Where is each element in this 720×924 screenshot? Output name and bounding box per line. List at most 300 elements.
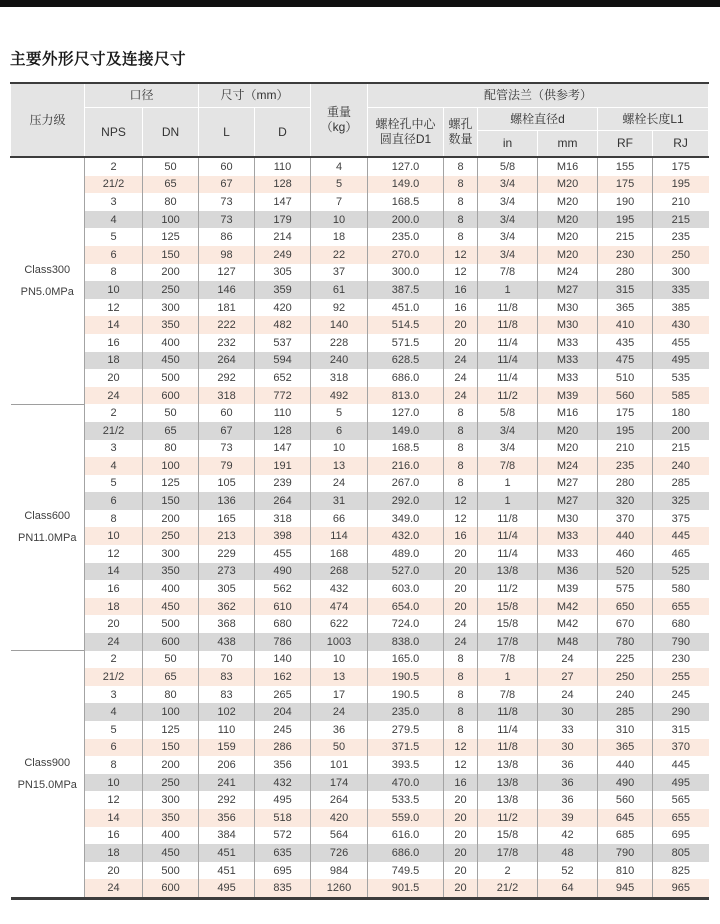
table-cell: 125 bbox=[143, 228, 199, 246]
table-cell: 8 bbox=[444, 703, 478, 721]
table-cell: M36 bbox=[538, 563, 598, 581]
table-cell: 13/8 bbox=[478, 774, 538, 792]
table-cell: 175 bbox=[653, 157, 709, 176]
table-cell: 50 bbox=[143, 157, 199, 176]
table-cell: 11/8 bbox=[478, 316, 538, 334]
table-cell: 965 bbox=[653, 879, 709, 898]
table-cell: 474 bbox=[311, 598, 368, 616]
table-cell: 245 bbox=[255, 721, 311, 739]
table-row bbox=[11, 879, 709, 898]
table-cell: 24 bbox=[85, 387, 143, 405]
table-cell: 8 bbox=[444, 157, 478, 176]
table-cell: 12 bbox=[85, 299, 143, 317]
table-cell: 210 bbox=[598, 440, 653, 458]
table-cell: 310 bbox=[598, 721, 653, 739]
table-cell: 475 bbox=[598, 352, 653, 370]
table-cell: 8 bbox=[444, 228, 478, 246]
table-row bbox=[11, 352, 709, 370]
table-cell: 179 bbox=[255, 211, 311, 229]
table-cell: 315 bbox=[598, 281, 653, 299]
table-cell: 8 bbox=[444, 457, 478, 475]
table-cell: 300.0 bbox=[368, 264, 444, 282]
table-cell: 440 bbox=[598, 527, 653, 545]
header-bolt-circle-line2: 圆直径D1 bbox=[379, 132, 432, 146]
table-cell: 60 bbox=[199, 157, 255, 176]
table-cell: 11/4 bbox=[478, 334, 538, 352]
table-cell: 8 bbox=[85, 756, 143, 774]
table-cell: 5 bbox=[85, 475, 143, 493]
table-cell: 984 bbox=[311, 862, 368, 880]
table-cell: M33 bbox=[538, 352, 598, 370]
table-cell: 195 bbox=[598, 422, 653, 440]
table-cell: 435 bbox=[598, 334, 653, 352]
table-cell: 12 bbox=[444, 246, 478, 264]
table-cell: 6 bbox=[85, 492, 143, 510]
table-cell: 12 bbox=[85, 791, 143, 809]
table-cell: 514.5 bbox=[368, 316, 444, 334]
table-cell: 147 bbox=[255, 193, 311, 211]
table-cell: 3/4 bbox=[478, 246, 538, 264]
table-cell: 21/2 bbox=[85, 668, 143, 686]
table-cell: 8 bbox=[444, 721, 478, 739]
table-cell: 2 bbox=[85, 404, 143, 422]
table-cell: 489.0 bbox=[368, 545, 444, 563]
table-cell: 39 bbox=[538, 809, 598, 827]
table-cell: 438 bbox=[199, 633, 255, 651]
table-cell: 292 bbox=[199, 791, 255, 809]
table-row bbox=[11, 633, 709, 651]
table-cell: 12 bbox=[444, 739, 478, 757]
table-cell: 790 bbox=[653, 633, 709, 651]
table-cell: 36 bbox=[538, 774, 598, 792]
page-title: 主要外形尺寸及连接尺寸 bbox=[10, 51, 187, 68]
table-cell: 3/4 bbox=[478, 422, 538, 440]
table-cell: 190 bbox=[598, 193, 653, 211]
table-cell: 315 bbox=[653, 721, 709, 739]
table-cell: 20 bbox=[444, 791, 478, 809]
table-cell: 229 bbox=[199, 545, 255, 563]
table-cell: 36 bbox=[538, 756, 598, 774]
table-cell: 398 bbox=[255, 527, 311, 545]
table-cell: 215 bbox=[653, 211, 709, 229]
table-cell: 805 bbox=[653, 844, 709, 862]
table-cell: 20 bbox=[444, 334, 478, 352]
table-cell: 264 bbox=[311, 791, 368, 809]
table-cell: 8 bbox=[444, 211, 478, 229]
table-cell: 140 bbox=[255, 651, 311, 669]
table-cell: 24 bbox=[444, 369, 478, 387]
table-cell: 20 bbox=[444, 879, 478, 898]
table-cell: M30 bbox=[538, 316, 598, 334]
header-d: D bbox=[255, 108, 311, 158]
table-cell: 100 bbox=[143, 457, 199, 475]
table-cell: 200 bbox=[653, 422, 709, 440]
table-cell: 616.0 bbox=[368, 827, 444, 845]
table-cell: 350 bbox=[143, 316, 199, 334]
table-cell: 400 bbox=[143, 580, 199, 598]
table-cell: 73 bbox=[199, 440, 255, 458]
table-cell: 24 bbox=[85, 879, 143, 898]
table-cell: 264 bbox=[255, 492, 311, 510]
table-cell: 80 bbox=[143, 440, 199, 458]
table-row bbox=[11, 862, 709, 880]
table-cell: 628.5 bbox=[368, 352, 444, 370]
table-cell: 8 bbox=[85, 510, 143, 528]
table-cell: 300 bbox=[653, 264, 709, 282]
table-cell: 98 bbox=[199, 246, 255, 264]
table-cell: 492 bbox=[311, 387, 368, 405]
table-cell: M39 bbox=[538, 580, 598, 598]
table-cell: 482 bbox=[255, 316, 311, 334]
table-cell: 350 bbox=[143, 809, 199, 827]
table-cell: 465 bbox=[653, 545, 709, 563]
table-cell: 30 bbox=[538, 739, 598, 757]
table-cell: 11/4 bbox=[478, 527, 538, 545]
table-cell: 18 bbox=[311, 228, 368, 246]
table-cell: 180 bbox=[653, 404, 709, 422]
table-cell: 8 bbox=[85, 264, 143, 282]
table-cell: 12 bbox=[444, 264, 478, 282]
table-header bbox=[11, 83, 709, 157]
table-cell: 7 bbox=[311, 193, 368, 211]
table-cell: 455 bbox=[653, 334, 709, 352]
table-cell: 318 bbox=[311, 369, 368, 387]
table-cell: 12 bbox=[444, 756, 478, 774]
table-body bbox=[11, 157, 709, 898]
table-row bbox=[11, 739, 709, 757]
pressure-class-name: Class300 bbox=[24, 263, 71, 276]
pressure-class-rating: PN5.0MPa bbox=[20, 285, 74, 298]
table-row bbox=[11, 809, 709, 827]
table-cell: 162 bbox=[255, 668, 311, 686]
pressure-class-cell bbox=[11, 651, 85, 899]
table-cell: M20 bbox=[538, 193, 598, 211]
header-rj: RJ bbox=[653, 131, 709, 158]
table-cell: 420 bbox=[255, 299, 311, 317]
table-cell: 20 bbox=[444, 809, 478, 827]
table-cell: 279.5 bbox=[368, 721, 444, 739]
table-cell: 8 bbox=[444, 668, 478, 686]
table-cell: 16 bbox=[444, 527, 478, 545]
table-cell: 5/8 bbox=[478, 404, 538, 422]
table-cell: 235.0 bbox=[368, 228, 444, 246]
table-cell: M42 bbox=[538, 598, 598, 616]
table-row bbox=[11, 316, 709, 334]
table-cell: M33 bbox=[538, 334, 598, 352]
table-cell: 384 bbox=[199, 827, 255, 845]
header-bolt-holes-line1: 螺孔 bbox=[448, 117, 473, 131]
table-cell: 83 bbox=[199, 668, 255, 686]
table-cell: 650 bbox=[598, 598, 653, 616]
table-cell: 7/8 bbox=[478, 264, 538, 282]
table-cell: 230 bbox=[598, 246, 653, 264]
table-cell: 18 bbox=[85, 844, 143, 862]
table-row bbox=[11, 492, 709, 510]
table-cell: M27 bbox=[538, 492, 598, 510]
table-cell: 24 bbox=[444, 352, 478, 370]
table-cell: 20 bbox=[444, 862, 478, 880]
table-cell: 20 bbox=[444, 844, 478, 862]
table-cell: 8 bbox=[444, 176, 478, 194]
table-cell: 387.5 bbox=[368, 281, 444, 299]
table-cell: 564 bbox=[311, 827, 368, 845]
table-cell: 451.0 bbox=[368, 299, 444, 317]
table-cell: 100 bbox=[143, 211, 199, 229]
table-cell: 695 bbox=[653, 827, 709, 845]
table-cell: 73 bbox=[199, 211, 255, 229]
table-cell: 349.0 bbox=[368, 510, 444, 528]
table-cell: M16 bbox=[538, 157, 598, 176]
table-cell: 520 bbox=[598, 563, 653, 581]
table-cell: 200.0 bbox=[368, 211, 444, 229]
table-cell: 67 bbox=[199, 176, 255, 194]
table-cell: 749.5 bbox=[368, 862, 444, 880]
table-cell: 240 bbox=[653, 457, 709, 475]
table-cell: 18 bbox=[85, 352, 143, 370]
table-cell: 1 bbox=[478, 668, 538, 686]
table-row bbox=[11, 827, 709, 845]
table-cell: 945 bbox=[598, 879, 653, 898]
table-cell: 11/4 bbox=[478, 352, 538, 370]
table-cell: 575 bbox=[598, 580, 653, 598]
table-cell: 5/8 bbox=[478, 157, 538, 176]
header-in: in bbox=[478, 131, 538, 158]
table-cell: 10 bbox=[85, 281, 143, 299]
table-cell: 680 bbox=[653, 615, 709, 633]
table-cell: 559.0 bbox=[368, 809, 444, 827]
table-cell: 239 bbox=[255, 475, 311, 493]
table-cell: 635 bbox=[255, 844, 311, 862]
table-cell: 15/8 bbox=[478, 615, 538, 633]
table-cell: 16 bbox=[85, 580, 143, 598]
table-cell: 495 bbox=[255, 791, 311, 809]
table-cell: 50 bbox=[311, 739, 368, 757]
pressure-class-name: Class900 bbox=[24, 757, 71, 770]
table-cell: 14 bbox=[85, 316, 143, 334]
table-cell: M20 bbox=[538, 176, 598, 194]
table-cell: 533.5 bbox=[368, 791, 444, 809]
table-row bbox=[11, 457, 709, 475]
table-cell: 318 bbox=[255, 510, 311, 528]
table-cell: 600 bbox=[143, 387, 199, 405]
table-cell: 240 bbox=[598, 686, 653, 704]
table-cell: 20 bbox=[444, 316, 478, 334]
table-cell: 580 bbox=[653, 580, 709, 598]
table-cell: 267.0 bbox=[368, 475, 444, 493]
table-cell: 3/4 bbox=[478, 440, 538, 458]
table-cell: 13/8 bbox=[478, 791, 538, 809]
table-cell: 79 bbox=[199, 457, 255, 475]
table-cell: 110 bbox=[199, 721, 255, 739]
table-cell: 500 bbox=[143, 862, 199, 880]
table-cell: 61 bbox=[311, 281, 368, 299]
table-cell: 726 bbox=[311, 844, 368, 862]
table-cell: 305 bbox=[255, 264, 311, 282]
table-cell: 320 bbox=[598, 492, 653, 510]
table-cell: 445 bbox=[653, 527, 709, 545]
table-row bbox=[11, 686, 709, 704]
table-cell: 66 bbox=[311, 510, 368, 528]
table-cell: 273 bbox=[199, 563, 255, 581]
table-cell: 150 bbox=[143, 492, 199, 510]
table-row bbox=[11, 228, 709, 246]
table-row bbox=[11, 440, 709, 458]
table-cell: 168.5 bbox=[368, 193, 444, 211]
table-cell: 8 bbox=[444, 440, 478, 458]
table-cell: 200 bbox=[143, 756, 199, 774]
table-cell: 652 bbox=[255, 369, 311, 387]
table-cell: 52 bbox=[538, 862, 598, 880]
table-cell: 195 bbox=[653, 176, 709, 194]
table-cell: 235.0 bbox=[368, 703, 444, 721]
header-weight-line2: （kg） bbox=[320, 120, 358, 134]
table-cell: 356 bbox=[199, 809, 255, 827]
table-cell: 4 bbox=[85, 457, 143, 475]
table-cell: 191 bbox=[255, 457, 311, 475]
table-cell: 11/8 bbox=[478, 703, 538, 721]
table-cell: 175 bbox=[598, 176, 653, 194]
table-cell: 102 bbox=[199, 703, 255, 721]
table-cell: 16 bbox=[444, 281, 478, 299]
table-cell: 16 bbox=[85, 827, 143, 845]
table-cell: 4 bbox=[85, 703, 143, 721]
table-cell: 8 bbox=[444, 404, 478, 422]
table-cell: 11/8 bbox=[478, 739, 538, 757]
header-row-1 bbox=[11, 83, 709, 108]
table-cell: 318 bbox=[199, 387, 255, 405]
table-cell: M24 bbox=[538, 264, 598, 282]
table-cell: 110 bbox=[255, 404, 311, 422]
table-cell: 114 bbox=[311, 527, 368, 545]
table-cell: 280 bbox=[598, 264, 653, 282]
table-cell: 64 bbox=[538, 879, 598, 898]
table-row bbox=[11, 264, 709, 282]
table-cell: 292 bbox=[199, 369, 255, 387]
table-cell: 495 bbox=[199, 879, 255, 898]
table-cell: 21/2 bbox=[85, 176, 143, 194]
table-cell: 24 bbox=[538, 686, 598, 704]
table-cell: M20 bbox=[538, 422, 598, 440]
table-cell: 27 bbox=[538, 668, 598, 686]
table-cell: 585 bbox=[653, 387, 709, 405]
table-cell: 695 bbox=[255, 862, 311, 880]
table-cell: 215 bbox=[653, 440, 709, 458]
table-cell: 786 bbox=[255, 633, 311, 651]
table-cell: 21/2 bbox=[85, 422, 143, 440]
table-cell: 250 bbox=[143, 774, 199, 792]
table-row bbox=[11, 422, 709, 440]
table-cell: 204 bbox=[255, 703, 311, 721]
table-cell: 7/8 bbox=[478, 686, 538, 704]
table-cell: 10 bbox=[311, 211, 368, 229]
table-cell: 150 bbox=[143, 739, 199, 757]
header-mm: mm bbox=[538, 131, 598, 158]
table-cell: 24 bbox=[85, 633, 143, 651]
table-cell: 356 bbox=[255, 756, 311, 774]
table-cell: 560 bbox=[598, 791, 653, 809]
table-cell: 18 bbox=[85, 598, 143, 616]
table-cell: 235 bbox=[653, 228, 709, 246]
table-row bbox=[11, 157, 709, 176]
table-cell: 365 bbox=[598, 299, 653, 317]
table-cell: 16 bbox=[444, 774, 478, 792]
table-cell: 140 bbox=[311, 316, 368, 334]
table-cell: 195 bbox=[598, 211, 653, 229]
table-cell: 495 bbox=[653, 774, 709, 792]
table-cell: 724.0 bbox=[368, 615, 444, 633]
table-row bbox=[11, 598, 709, 616]
table-row bbox=[11, 545, 709, 563]
table-cell: 17/8 bbox=[478, 844, 538, 862]
table-cell: 12 bbox=[444, 492, 478, 510]
table-cell: 655 bbox=[653, 598, 709, 616]
table-cell: 92 bbox=[311, 299, 368, 317]
table-cell: 500 bbox=[143, 615, 199, 633]
table-cell: 440 bbox=[598, 756, 653, 774]
table-cell: M24 bbox=[538, 457, 598, 475]
table-row bbox=[11, 246, 709, 264]
table-cell: 8 bbox=[444, 475, 478, 493]
header-rf: RF bbox=[598, 131, 653, 158]
table-cell: 206 bbox=[199, 756, 255, 774]
table-row bbox=[11, 703, 709, 721]
table-cell: 286 bbox=[255, 739, 311, 757]
table-cell: 190.5 bbox=[368, 668, 444, 686]
table-cell: M20 bbox=[538, 440, 598, 458]
table-cell: 2 bbox=[85, 651, 143, 669]
table-cell: 11/2 bbox=[478, 387, 538, 405]
table-cell: 5 bbox=[311, 176, 368, 194]
table-cell: 780 bbox=[598, 633, 653, 651]
table-row bbox=[11, 299, 709, 317]
table-cell: 11/4 bbox=[478, 721, 538, 739]
table-cell: 150 bbox=[143, 246, 199, 264]
table-cell: 70 bbox=[199, 651, 255, 669]
table-cell: 1003 bbox=[311, 633, 368, 651]
table-cell: 3/4 bbox=[478, 176, 538, 194]
table-cell: 4 bbox=[85, 211, 143, 229]
pressure-class-rating: PN15.0MPa bbox=[17, 779, 77, 792]
table-cell: 10 bbox=[311, 651, 368, 669]
table-cell: 365 bbox=[598, 739, 653, 757]
table-cell: 136 bbox=[199, 492, 255, 510]
table-cell: 165.0 bbox=[368, 651, 444, 669]
table-cell: 20 bbox=[85, 862, 143, 880]
table-row bbox=[11, 774, 709, 792]
table-cell: 1 bbox=[478, 281, 538, 299]
table-row bbox=[11, 475, 709, 493]
table-cell: M27 bbox=[538, 475, 598, 493]
table-cell: 30 bbox=[538, 703, 598, 721]
table-cell: 14 bbox=[85, 563, 143, 581]
table-row bbox=[11, 668, 709, 686]
table-cell: 36 bbox=[311, 721, 368, 739]
table-cell: 10 bbox=[85, 527, 143, 545]
table-cell: 359 bbox=[255, 281, 311, 299]
table-cell: 22 bbox=[311, 246, 368, 264]
pressure-class-cell bbox=[11, 157, 85, 404]
table-cell: 222 bbox=[199, 316, 255, 334]
table-cell: 14 bbox=[85, 809, 143, 827]
table-cell: 654.0 bbox=[368, 598, 444, 616]
table-cell: 385 bbox=[653, 299, 709, 317]
header-pressure-class: 压力级 bbox=[11, 83, 85, 157]
pressure-class-rating: PN11.0MPa bbox=[18, 532, 77, 545]
table-cell: 174 bbox=[311, 774, 368, 792]
table-cell: 685 bbox=[598, 827, 653, 845]
table-cell: 393.5 bbox=[368, 756, 444, 774]
pressure-class-cell bbox=[11, 404, 85, 650]
